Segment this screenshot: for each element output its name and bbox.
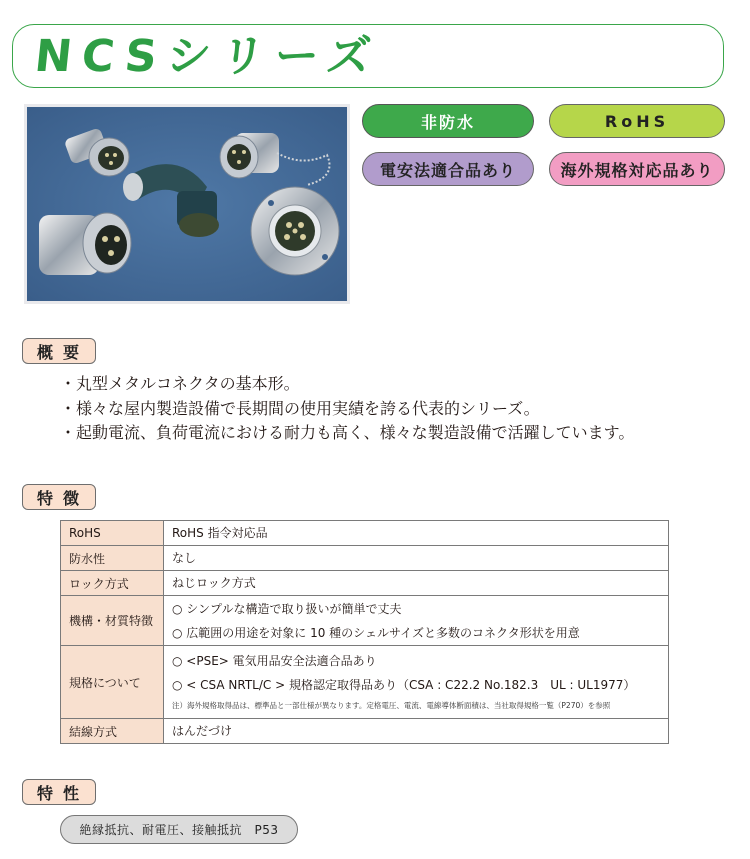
series-title-box — [12, 24, 724, 88]
value-line: なし — [172, 551, 197, 565]
value-line: ○ シンプルな構造で取り扱いが簡単で丈夫 — [172, 601, 402, 616]
value-line: ねじロック方式 — [172, 576, 256, 590]
overview-heading: 概要 — [22, 338, 96, 364]
table-row — [61, 719, 669, 744]
value-line: ○ <PSE> 電気用品安全法適合品あり — [172, 654, 377, 668]
value-line: ○ < CSA NRTL/C > 規格認定取得品あり（CSA : C22.2 No.182.3 UL : UL1977） — [172, 678, 636, 692]
row-value — [164, 596, 669, 646]
characteristics-heading: 特性 — [22, 779, 96, 805]
plug-bottom-left — [39, 213, 131, 275]
features-heading: 特徴 — [22, 484, 96, 510]
overseas-standard-badge: 海外規格対応品あり — [549, 152, 725, 186]
receptacle-flange — [251, 187, 339, 275]
non-waterproof-badge: 非防水 — [362, 104, 534, 138]
connector-illustration — [27, 107, 347, 301]
row-label: 結線方式 — [61, 719, 164, 744]
pse-compliant-badge: 電安法適合品あり — [362, 152, 534, 186]
value-line: ○ 広範囲の用途を対象に 10 種のシェルサイズと多数のコネクタ形状を用意 — [172, 625, 580, 640]
footnote: 注）海外規格取得品は、標準品と一部仕様が異なります。定格電圧、電流、電線導体断面積は、当社取得規格一覧（P270）を参照 — [172, 701, 611, 710]
list-item: ・起動電流、負荷電流における耐力も高く、様々な製造設備で活躍しています。 — [60, 423, 635, 442]
list-item: ・丸型メタルコネクタの基本形。 — [60, 374, 300, 393]
table-row — [61, 521, 669, 546]
row-label: ロック方式 — [61, 571, 164, 596]
series-title: NCSシリーズ — [32, 31, 384, 82]
overview-list — [60, 372, 634, 446]
table-row — [61, 546, 669, 571]
rohs-badge: RoHS — [549, 104, 725, 138]
row-label: 規格について — [61, 646, 164, 719]
value-line: はんだづけ — [172, 724, 233, 738]
table-row — [61, 596, 669, 646]
row-value — [164, 521, 669, 546]
row-value — [164, 719, 669, 744]
row-label: 機構・材質特徴 — [61, 596, 164, 646]
characteristics-page-link[interactable]: 絶縁抵抗、耐電圧、接触抵抗 P53 — [60, 815, 298, 844]
row-value — [164, 546, 669, 571]
list-item: ・様々な屋内製造設備で長期間の使用実績を誇る代表的シリーズ。 — [60, 398, 540, 418]
table-row — [61, 571, 669, 596]
value-line: RoHS 指令対応品 — [172, 526, 268, 540]
table-row — [61, 646, 669, 719]
row-label: RoHS — [61, 521, 164, 546]
row-value — [164, 646, 669, 719]
features-table — [60, 520, 669, 744]
row-value — [164, 571, 669, 596]
product-photo — [24, 104, 350, 304]
row-label: 防水性 — [61, 546, 164, 571]
